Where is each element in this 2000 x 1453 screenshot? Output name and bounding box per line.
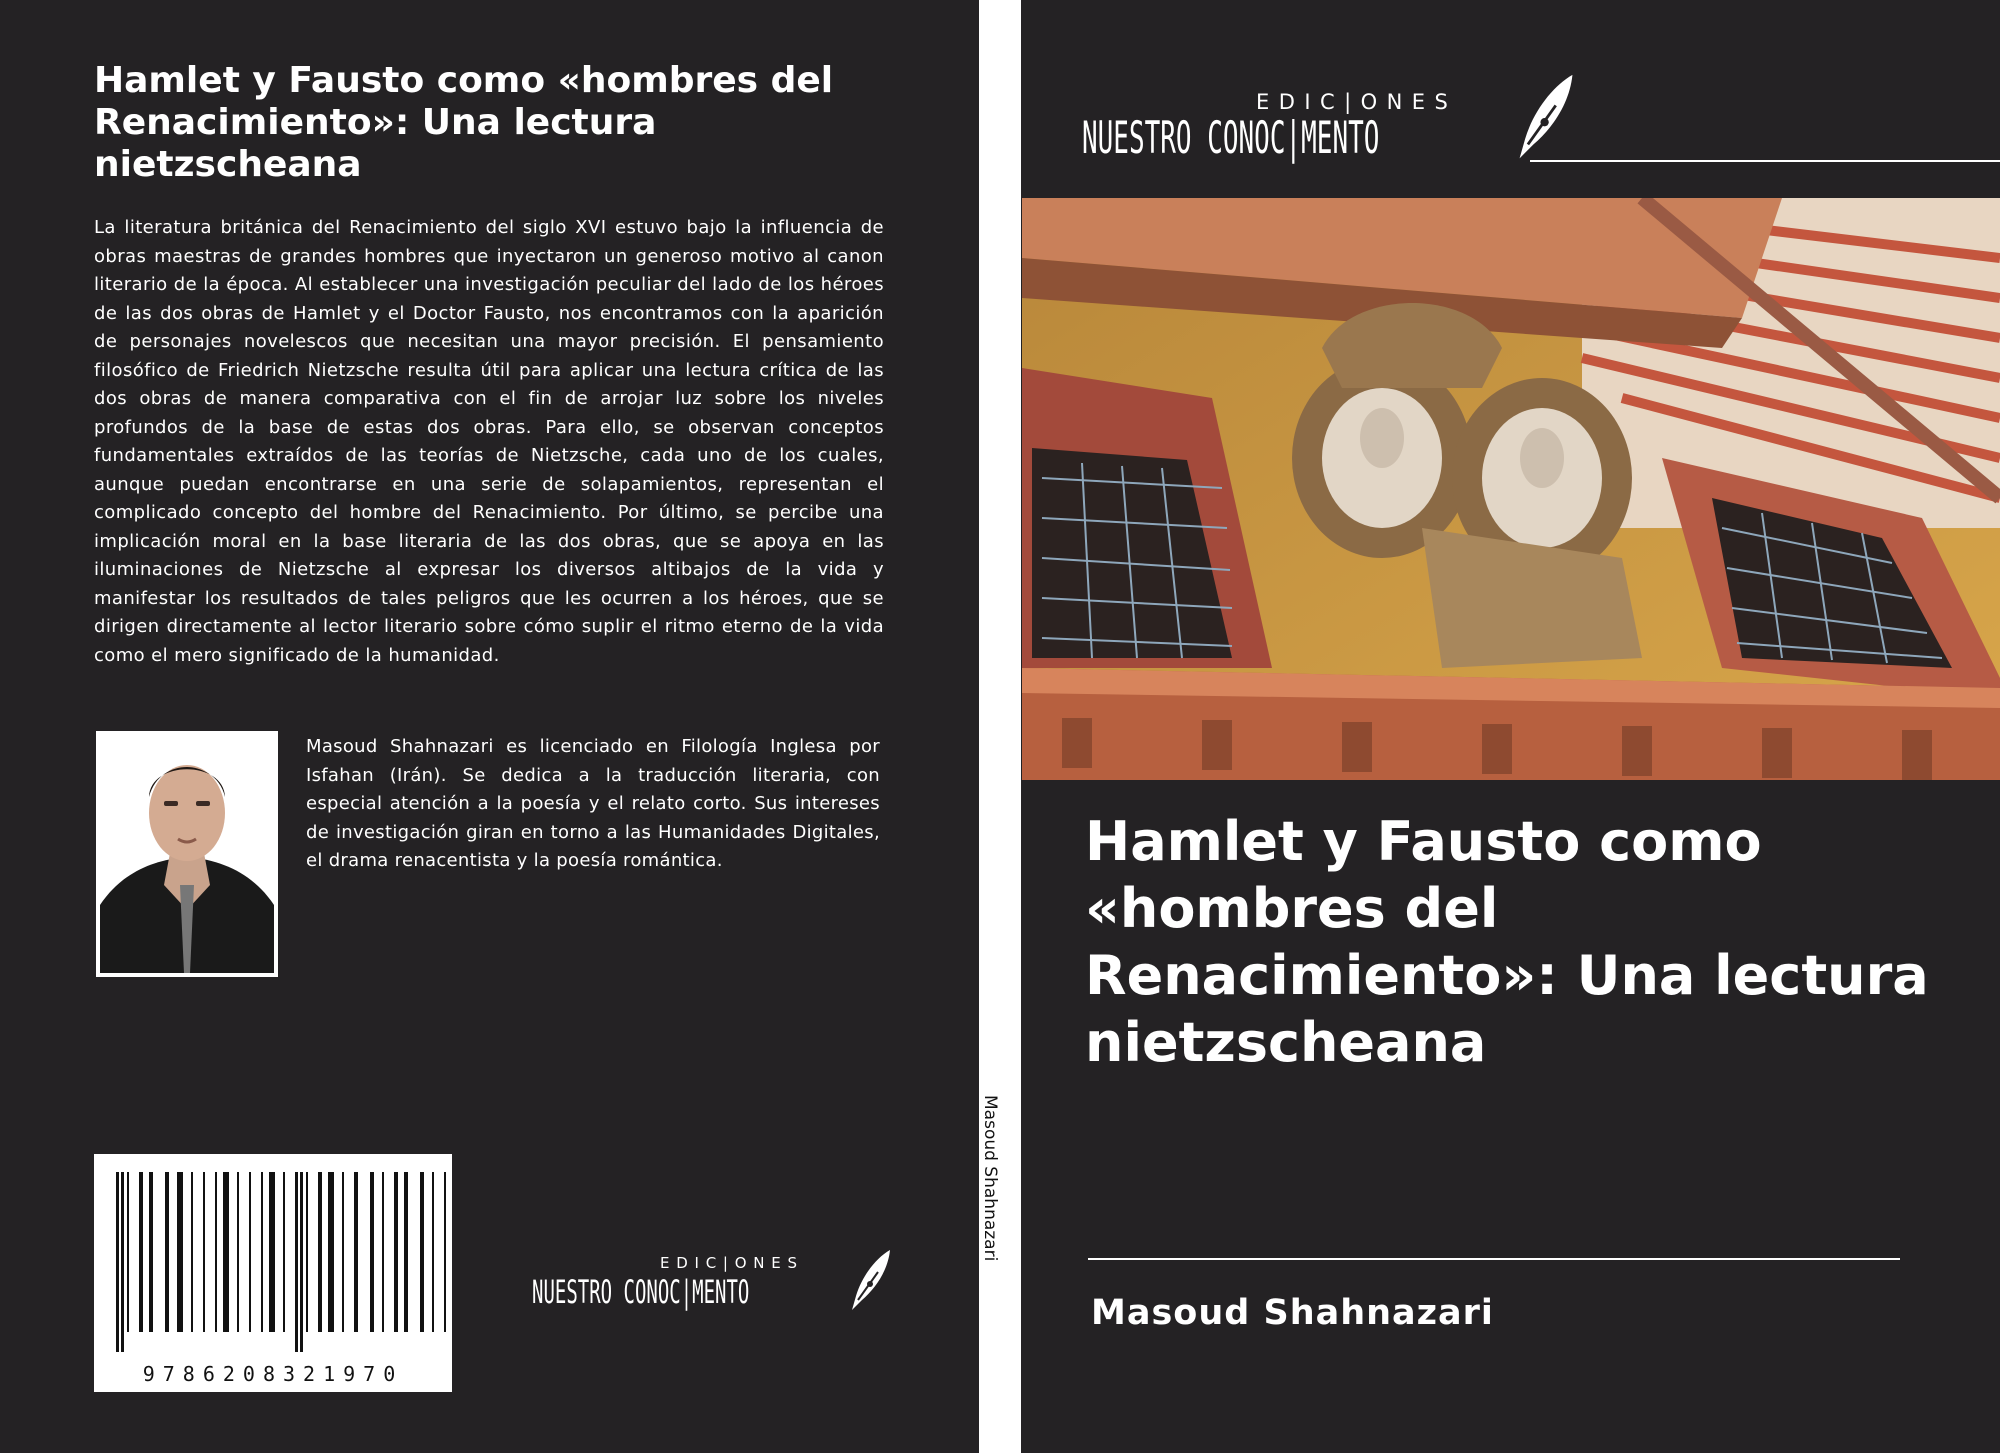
logo-divider [1530,160,2000,162]
author-photo [96,731,278,977]
publisher-logo-front [1082,90,1458,165]
barcode-bar [261,1172,263,1332]
publisher-line2: NUESTRO CONOC|MENTO [532,1274,750,1312]
barcode-bar [283,1172,285,1332]
barcode-bar [203,1172,205,1332]
back-cover [0,0,979,1453]
barcode-bar [342,1172,344,1332]
isbn-digits: 9786208321970 [142,1362,404,1386]
barcode-bar [191,1172,193,1332]
barcode-bar [269,1172,275,1332]
barcode-bar [249,1172,251,1332]
publisher-line1: EDIC|ONES [660,1254,804,1272]
isbn-barcode [94,1154,452,1392]
front-cover-author: Masoud Shahnazari [1091,1293,1494,1333]
back-cover-blurb: La literatura británica del Renacimiento del siglo XVI estuvo bajo la influencia de obras maestras de grandes hombres que inyectaron un generoso motivo al canon literario de la época. Al establecer una investigación peculiar del lado de los héroes de las dos obras de Hamlet y el Doctor Fausto, nos encontramos con la aparición de personajes novelescos que necesitan una mayor precisión. El pensamiento filosófico de Friedrich Nietzsche resulta útil para aplicar una lectura crítica de las dos obras de manera comparativa con el fin de arrojar luz sobre los niveles profundos de la base de estas dos obras. Para ello, se observan conceptos fundamentales extraídos de las teorías de Nietzsche, cada uno de los cuales, aunque puedan encontrarse en una serie de solapamientos, representan el complicado concepto del hombre del Renacimiento. Por último, se percibe una implicación moral en la base literaria de las dos obras, que se apoya en las iluminaciones de Nietzsche al expresar los diversos altibajos de la vida y manifestar los resultados de tales peligros que les ocurren a los héroes, que se dirigen directamente al lector literario sobre cómo suplir el ritmo eterno de la vida como el mero significado de la humanidad. [94,217,884,666]
barcode-bar [223,1172,229,1332]
barcode-bar [404,1172,408,1332]
barcode-bar [177,1172,183,1332]
barcode-bar [394,1172,398,1332]
publisher-line2: NUESTRO CONOC|MENTO [1082,114,1380,165]
barcode-bar [149,1172,153,1332]
barcode-bar [354,1172,358,1332]
fountain-pen-icon [848,1248,894,1318]
barcode-bar [127,1172,129,1332]
barcode-bar [444,1172,446,1332]
barcode-bar [432,1172,434,1332]
front-cover-title: Hamlet y Fausto como «hombres del Renacimiento»: Una lectura nietzscheana [1085,810,1929,1074]
barcode-bar [306,1172,308,1332]
barcode-bar [300,1172,303,1352]
barcode-bar [116,1172,119,1352]
publisher-logo-back [532,1254,804,1312]
back-cover-title: Hamlet y Fausto como «hombres del Renacimiento»: Una lectura nietzscheana [94,60,834,185]
publisher-line1: EDIC|ONES [1256,90,1458,114]
barcode-bar [295,1172,298,1352]
barcode-bar [237,1172,239,1332]
barcode-bar [318,1172,322,1332]
barcode-bar [215,1172,217,1332]
barcode-bar [420,1172,424,1332]
spine-author: Masoud Shahnazari [980,1095,1000,1262]
cover-photo-renaissance-facade [1022,198,2000,780]
barcode-bar [165,1172,169,1332]
barcode-bar [121,1172,124,1352]
barcode-bar [370,1172,374,1332]
author-bio: Masoud Shahnazari es licenciado en Filología Inglesa por Isfahan (Irán). Se dedica a la traducción literaria, con especial atención a la poesía y el relato corto. Sus intereses de investigación giran en torno a las Humanidades Digitales, el drama renacentista y la poesía romántica. [306,736,880,871]
barcode-bar [139,1172,143,1332]
title-divider [1088,1258,1900,1260]
barcode-bar [328,1172,334,1332]
barcode-bars [94,1154,452,1364]
fountain-pen-icon [1514,72,1578,168]
barcode-bar [382,1172,384,1332]
